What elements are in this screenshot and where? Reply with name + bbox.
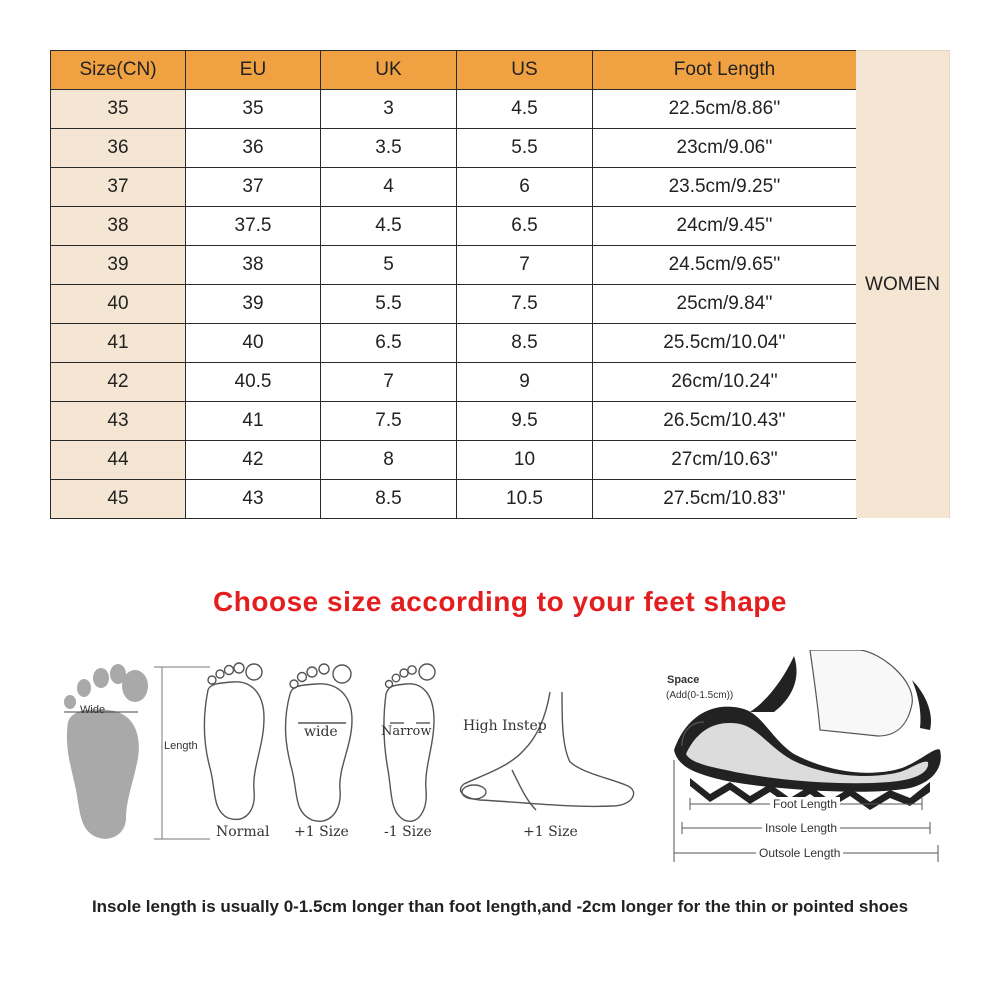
table-body xyxy=(51,90,857,519)
foot-length-label: Foot Length xyxy=(770,797,840,811)
table-row xyxy=(51,90,857,129)
high-instep-caption: +1 Size xyxy=(523,824,578,840)
cell-uk: 7 xyxy=(321,363,457,402)
cell-foot-length: 25.5cm/10.04'' xyxy=(593,324,857,363)
table-row xyxy=(51,480,857,519)
cell-eu: 39 xyxy=(186,285,321,324)
wide-foot-label: wide xyxy=(304,724,338,740)
cell-size-cn: 42 xyxy=(51,363,186,402)
space-note: (Add(0-1.5cm)) xyxy=(666,690,734,701)
cell-eu: 35 xyxy=(186,90,321,129)
cell-uk: 7.5 xyxy=(321,402,457,441)
size-table xyxy=(50,50,857,519)
cell-foot-length: 23cm/9.06'' xyxy=(593,129,857,168)
cell-foot-length: 26cm/10.24'' xyxy=(593,363,857,402)
table-row xyxy=(51,324,857,363)
headline: Choose size according to your feet shape xyxy=(213,586,787,617)
cell-foot-length: 27cm/10.63'' xyxy=(593,441,857,480)
table-row xyxy=(51,129,857,168)
cell-uk: 5 xyxy=(321,246,457,285)
cell-foot-length: 25cm/9.84'' xyxy=(593,285,857,324)
cell-size-cn: 44 xyxy=(51,441,186,480)
cell-uk: 8.5 xyxy=(321,480,457,519)
cell-foot-length: 24.5cm/9.65'' xyxy=(593,246,857,285)
cell-eu: 38 xyxy=(186,246,321,285)
header-foot-length: Foot Length xyxy=(593,51,857,90)
size-chart xyxy=(50,50,950,518)
header-eu: EU xyxy=(186,51,321,90)
cell-uk: 5.5 xyxy=(321,285,457,324)
insole-note: Insole length is usually 0-1.5cm longer than foot length,and -2cm longer for the thin or pointed shoes xyxy=(91,897,909,916)
outsole-length-label: Outsole Length xyxy=(756,846,843,860)
cell-uk: 3 xyxy=(321,90,457,129)
table-row xyxy=(51,402,857,441)
cell-us: 4.5 xyxy=(457,90,593,129)
narrow-caption: -1 Size xyxy=(384,824,432,840)
header-us: US xyxy=(457,51,593,90)
cell-us: 8.5 xyxy=(457,324,593,363)
cell-uk: 3.5 xyxy=(321,129,457,168)
cell-eu: 37 xyxy=(186,168,321,207)
cell-size-cn: 45 xyxy=(51,480,186,519)
header-uk: UK xyxy=(321,51,457,90)
cell-eu: 42 xyxy=(186,441,321,480)
table-row xyxy=(51,246,857,285)
cell-eu: 37.5 xyxy=(186,207,321,246)
cell-us: 5.5 xyxy=(457,129,593,168)
cell-foot-length: 24cm/9.45'' xyxy=(593,207,857,246)
cell-eu: 36 xyxy=(186,129,321,168)
wide-label: Wide xyxy=(80,704,106,716)
table-row xyxy=(51,363,857,402)
high-instep-label: High Instep xyxy=(463,718,547,734)
normal-caption: Normal xyxy=(216,824,270,840)
table-header-row xyxy=(51,51,857,90)
cell-size-cn: 36 xyxy=(51,129,186,168)
shoe-cross-section-icon xyxy=(674,650,941,810)
cell-us: 6 xyxy=(457,168,593,207)
cell-uk: 6.5 xyxy=(321,324,457,363)
feet-shape-illustration xyxy=(50,650,950,870)
cell-size-cn: 39 xyxy=(51,246,186,285)
header-size-cn: Size(CN) xyxy=(51,51,186,90)
table-row xyxy=(51,285,857,324)
table-row xyxy=(51,168,857,207)
space-label: Space xyxy=(667,674,700,686)
women-label: WOMEN xyxy=(856,50,950,518)
cell-foot-length: 23.5cm/9.25'' xyxy=(593,168,857,207)
normal-foot-icon xyxy=(204,663,264,819)
cell-size-cn: 37 xyxy=(51,168,186,207)
cell-uk: 4.5 xyxy=(321,207,457,246)
cell-us: 9.5 xyxy=(457,402,593,441)
cell-us: 6.5 xyxy=(457,207,593,246)
wide-foot-icon xyxy=(286,664,352,821)
high-instep-foot-icon xyxy=(461,692,634,810)
cell-foot-length: 27.5cm/10.83'' xyxy=(593,480,857,519)
table-row xyxy=(51,207,857,246)
footprint-icon xyxy=(64,664,148,839)
cell-size-cn: 38 xyxy=(51,207,186,246)
cell-size-cn: 40 xyxy=(51,285,186,324)
cell-us: 10 xyxy=(457,441,593,480)
cell-us: 7 xyxy=(457,246,593,285)
cell-eu: 41 xyxy=(186,402,321,441)
wide-caption: +1 Size xyxy=(294,824,349,840)
length-label: Length xyxy=(164,740,198,752)
cell-us: 9 xyxy=(457,363,593,402)
cell-size-cn: 35 xyxy=(51,90,186,129)
cell-eu: 40 xyxy=(186,324,321,363)
cell-foot-length: 26.5cm/10.43'' xyxy=(593,402,857,441)
cell-eu: 43 xyxy=(186,480,321,519)
illustration-drawing xyxy=(50,650,950,870)
cell-us: 10.5 xyxy=(457,480,593,519)
cell-uk: 8 xyxy=(321,441,457,480)
cell-foot-length: 22.5cm/8.86'' xyxy=(593,90,857,129)
cell-eu: 40.5 xyxy=(186,363,321,402)
cell-size-cn: 41 xyxy=(51,324,186,363)
cell-us: 7.5 xyxy=(457,285,593,324)
insole-length-label: Insole Length xyxy=(762,821,840,835)
table-row xyxy=(51,441,857,480)
narrow-foot-icon xyxy=(384,664,435,821)
narrow-foot-label: Narrow xyxy=(381,724,432,739)
cell-uk: 4 xyxy=(321,168,457,207)
cell-size-cn: 43 xyxy=(51,402,186,441)
